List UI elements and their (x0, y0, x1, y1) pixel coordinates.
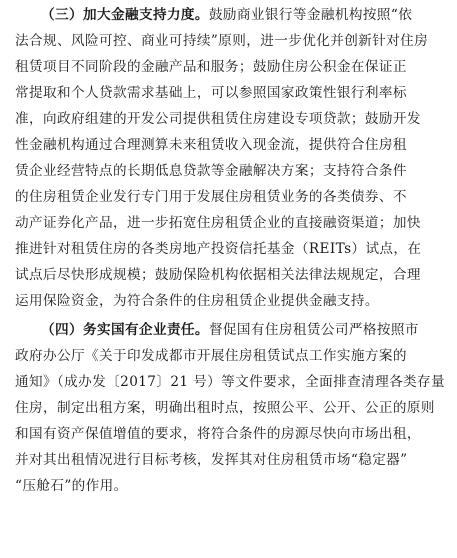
paragraph-line (41, 3, 412, 27)
paragraph-line: 住房，制定出租方案，明确出租时点，按照公平、公开、公正的原则 (15, 400, 435, 416)
paragraph-line: 赁企业经营特点的长期低息贷款等金融解决方案；支持符合条件 (15, 163, 407, 179)
paragraph-line: 的住房租赁企业发行专门用于发展住房租赁业务的各类债券、不 (15, 189, 407, 205)
paragraph-line: 推进针对租赁住房的各类房地产投资信托基金（REITs）试点，在 (15, 241, 422, 257)
paragraph-line: 通知》（成办发〔2017〕21 号）等文件要求，全面排查清理各类存量 (15, 374, 446, 390)
paragraph-line: 政府办公厅《关于印发成都市开展住房租赁试点工作实施方案的 (15, 348, 407, 364)
paragraph-line: 常提取和个人贷款需求基础上，可以参照国家政策性银行利率标 (15, 85, 407, 101)
paragraph-line: 和国有资产保值增值的要求，将符合条件的房源尽快向市场出租， (15, 426, 421, 442)
paragraph-line (41, 318, 419, 342)
paragraph-text: 鼓励商业银行等金融机构按照“依 (208, 7, 413, 23)
paragraph-line: 试点后尽快形成规模；鼓励保险机构依据相关法律法规规定，合理 (15, 267, 421, 283)
paragraph-line: 运用保险资金，为符合条件的住房租赁企业提供金融支持。 (15, 293, 379, 309)
paragraph-line: 租赁项目不同阶段的金融产品和服务；鼓励住房公积金在保证正 (15, 59, 407, 75)
paragraph-text: 督促国有住房租赁公司严格按照市 (208, 322, 419, 338)
paragraph-line: 准，向政府组建的开发公司提供租赁住房建设专项贷款；鼓励开发 (15, 111, 421, 127)
paragraph-line: 性金融机构通过合理测算未来租赁收入现金流，提供符合住房租 (15, 137, 407, 153)
paragraph-heading: （四）务实国有企业责任。 (41, 322, 209, 338)
paragraph-heading: （三）加大金融支持力度。 (41, 7, 209, 23)
paragraph-line: 法合规、风险可控、商业可持续”原则，进一步优化并创新针对住房 (15, 33, 429, 49)
paragraph-line: “压舱石”的作用。 (15, 478, 128, 494)
paragraph-line: 并对其出租情况进行目标考核，发挥其对住房租赁市场“稳定器” (15, 452, 408, 468)
paragraph-line: 动产证券化产品，进一步拓宽住房租赁企业的直接融资渠道；加快 (15, 215, 421, 231)
